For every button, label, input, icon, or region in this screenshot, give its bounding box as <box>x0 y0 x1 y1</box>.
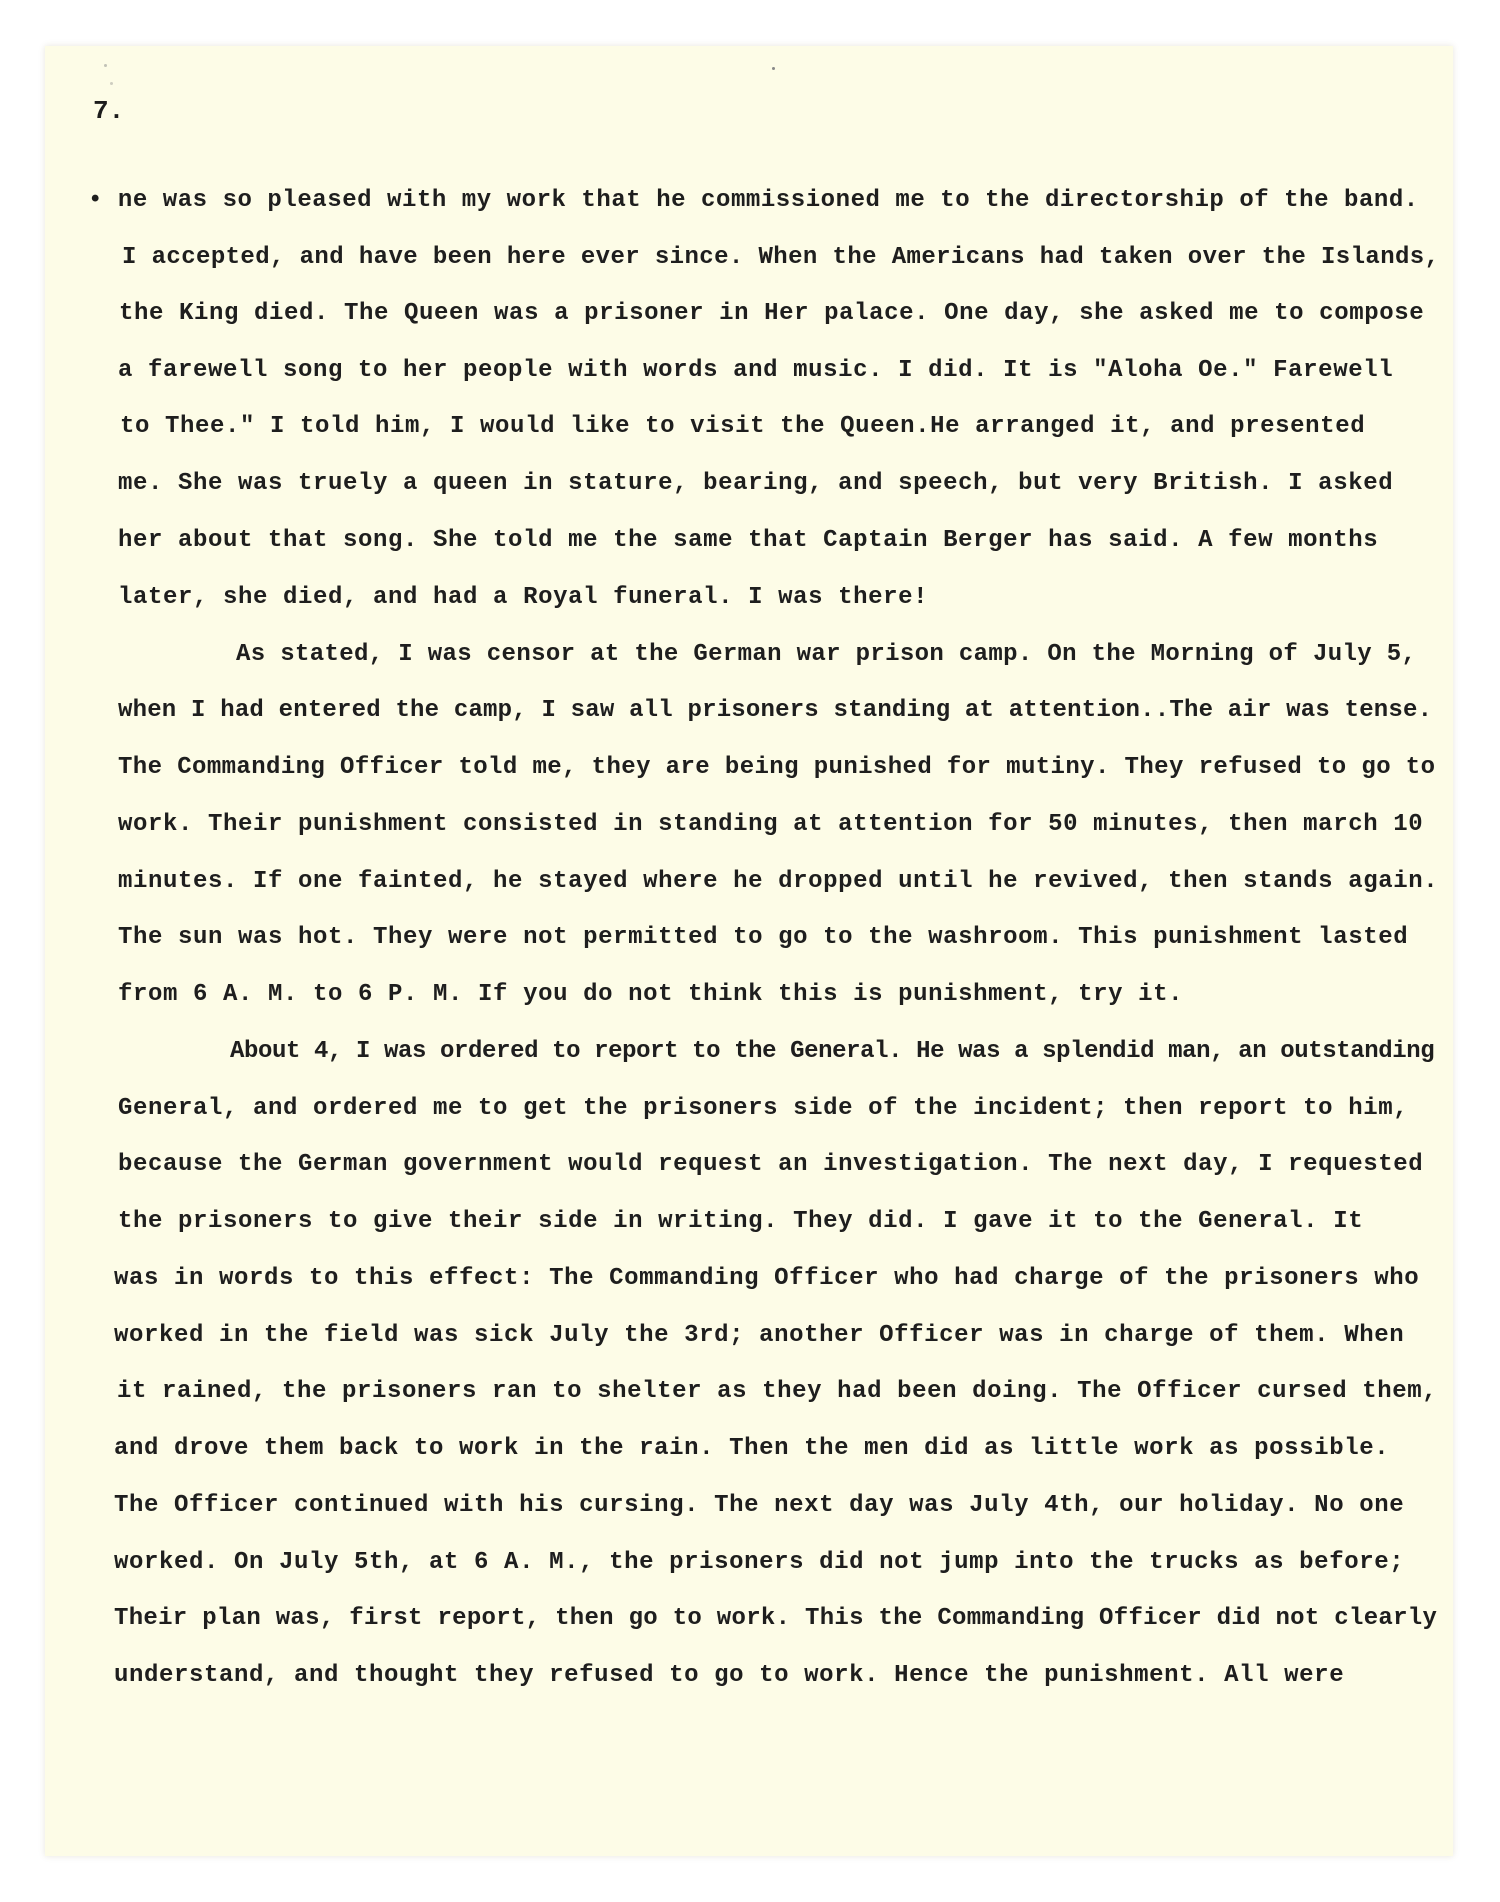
text-line: The Officer continued with his cursing. The next day was July 4th, our holiday. No one <box>114 1492 1405 1519</box>
paper-speck <box>104 64 107 67</box>
paper-speck <box>772 67 775 70</box>
text-line: because the German government would request an investigation. The next day, I requested <box>118 1151 1424 1178</box>
text-line: when I had entered the camp, I saw all prisoners standing at attention..The air was tense. <box>118 697 1433 724</box>
text-line: The Commanding Officer told me, they are being punished for mutiny. They refused to go to <box>118 754 1436 781</box>
text-line: later, she died, and had a Royal funeral. I was there! <box>118 584 929 611</box>
text-line: the prisoners to give their side in writing. They did. I gave it to the General. It <box>118 1208 1364 1235</box>
text-line: a farewell song to her people with words and music. I did. It is "Aloha Oe." Farewell <box>118 357 1394 384</box>
text-line: her about that song. She told me the same that Captain Berger has said. A few months <box>118 527 1379 554</box>
text-line: was in words to this effect: The Commanding Officer who had charge of the prisoners who <box>114 1265 1420 1292</box>
text-line: the King died. The Queen was a prisoner in Her palace. One day, she asked me to compose <box>119 300 1425 327</box>
text-line: worked in the field was sick July the 3rd; another Officer was in charge of them. When <box>114 1322 1405 1349</box>
text-line: I accepted, and have been here ever since. When the Americans had taken over the Islands, <box>122 244 1440 271</box>
paper-speck <box>110 82 113 85</box>
text-line: from 6 A. M. to 6 P. M. If you do not think this is punishment, try it. <box>118 981 1184 1008</box>
text-line: it rained, the prisoners ran to shelter as they had been doing. The Officer cursed them, <box>117 1378 1438 1405</box>
text-line: me. She was truely a queen in stature, bearing, and speech, but very British. I asked <box>118 470 1394 497</box>
text-line: General, and ordered me to get the prisoners side of the incident; then report to him, <box>118 1095 1409 1122</box>
text-line: to Thee." I told him, I would like to visit the Queen.He arranged it, and presented <box>120 413 1366 440</box>
text-line: About 4, I was ordered to report to the General. He was a splendid man, an outstanding <box>118 1038 1435 1065</box>
text-line: As stated, I was censor at the German war prison camp. On the Morning of July 5, <box>118 641 1417 668</box>
text-line: • ne was so pleased with my work that he commissioned me to the directorship of the band. <box>88 187 1419 214</box>
text-line: and drove them back to work in the rain. Then the men did as little work as possible. <box>114 1435 1390 1462</box>
page-number: 7. <box>93 96 125 126</box>
text-line: worked. On July 5th, at 6 A. M., the prisoners did not jump into the trucks as before; <box>114 1549 1405 1576</box>
text-line: minutes. If one fainted, he stayed where he dropped until he revived, then stands again. <box>118 868 1439 895</box>
text-line: Their plan was, first report, then go to work. This the Commanding Officer did not clearly <box>114 1605 1438 1632</box>
text-line: understand, and thought they refused to go to work. Hence the punishment. All were <box>114 1662 1345 1689</box>
text-line: The sun was hot. They were not permitted to go to the washroom. This punishment lasted <box>118 924 1409 951</box>
text-line: work. Their punishment consisted in standing at attention for 50 minutes, then march 10 <box>118 811 1424 838</box>
